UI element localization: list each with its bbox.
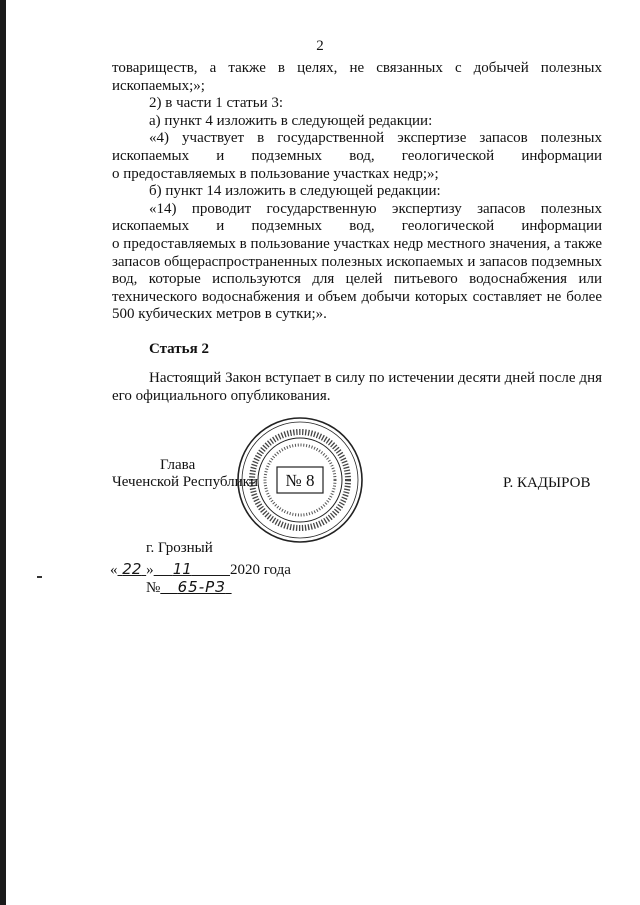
text-line: а) пункт 4 изложить в следующей редакции:: [149, 112, 433, 129]
article-text: [112, 370, 602, 405]
article-heading: Статья 2: [149, 341, 209, 357]
signatory-title: Глава: [160, 457, 196, 473]
text-line: его официального опубликования.: [112, 387, 331, 404]
date-open-quote: «: [110, 562, 118, 578]
date-month: [154, 560, 230, 578]
text-line: запасов общераспространенных полезных ископаемых и запасов подземных: [112, 253, 602, 270]
date-day-value: 22: [122, 560, 142, 578]
law-number: [146, 578, 232, 597]
date-day: [118, 560, 147, 578]
text-line: вод, которые используются для целей питьевого водоснабжения или: [112, 271, 602, 288]
text-line: б) пункт 14 изложить в следующей редакции:: [149, 183, 441, 200]
seal-number: № 8: [285, 471, 315, 490]
law-number-prefix: №: [146, 580, 161, 596]
date-close-quote: »: [146, 562, 154, 578]
page-edge: [0, 0, 6, 905]
amendment-text: [112, 60, 602, 324]
law-number-value: 65-РЗ: [177, 578, 226, 596]
text-line: 2) в части 1 статьи 3:: [149, 95, 284, 112]
text-line: «14) проводит государственную экспертизу запасов полезных: [149, 200, 602, 217]
text-line: «4) участвует в государственной экспертизе запасов полезных: [149, 130, 602, 147]
scan-mark: [37, 576, 42, 578]
text-line: 500 кубических метров в сутки;».: [112, 306, 327, 323]
text-line: Настоящий Закон вступает в силу по истечении десяти дней после дня: [149, 370, 602, 386]
law-number-field: [160, 578, 231, 596]
text-line: ископаемых и подземных вод, геологической информации: [112, 147, 602, 164]
text-line: ископаемых и подземных вод, геологической информации: [112, 218, 602, 235]
signatory-republic: Чеченской Республики: [112, 474, 258, 490]
text-line: технического водоснабжения и объем добычи которых составляет не более: [112, 288, 602, 305]
signatory-name: Р. КАДЫРОВ: [503, 475, 591, 491]
date-year: 2020 года: [229, 562, 291, 578]
text-line: ископаемых;»;: [112, 77, 205, 94]
signing-city: г. Грозный: [146, 540, 213, 556]
signing-date: [110, 560, 291, 579]
date-month-value: 11: [172, 560, 192, 578]
text-line: товариществ, а также в целях, не связанных с добычей полезных: [112, 60, 602, 76]
text-line: о предоставляемых в пользование участках недр;»;: [112, 165, 439, 182]
text-line: о предоставляемых в пользование участках недр местного значения, а также: [112, 235, 602, 252]
page-number: 2: [316, 38, 324, 54]
